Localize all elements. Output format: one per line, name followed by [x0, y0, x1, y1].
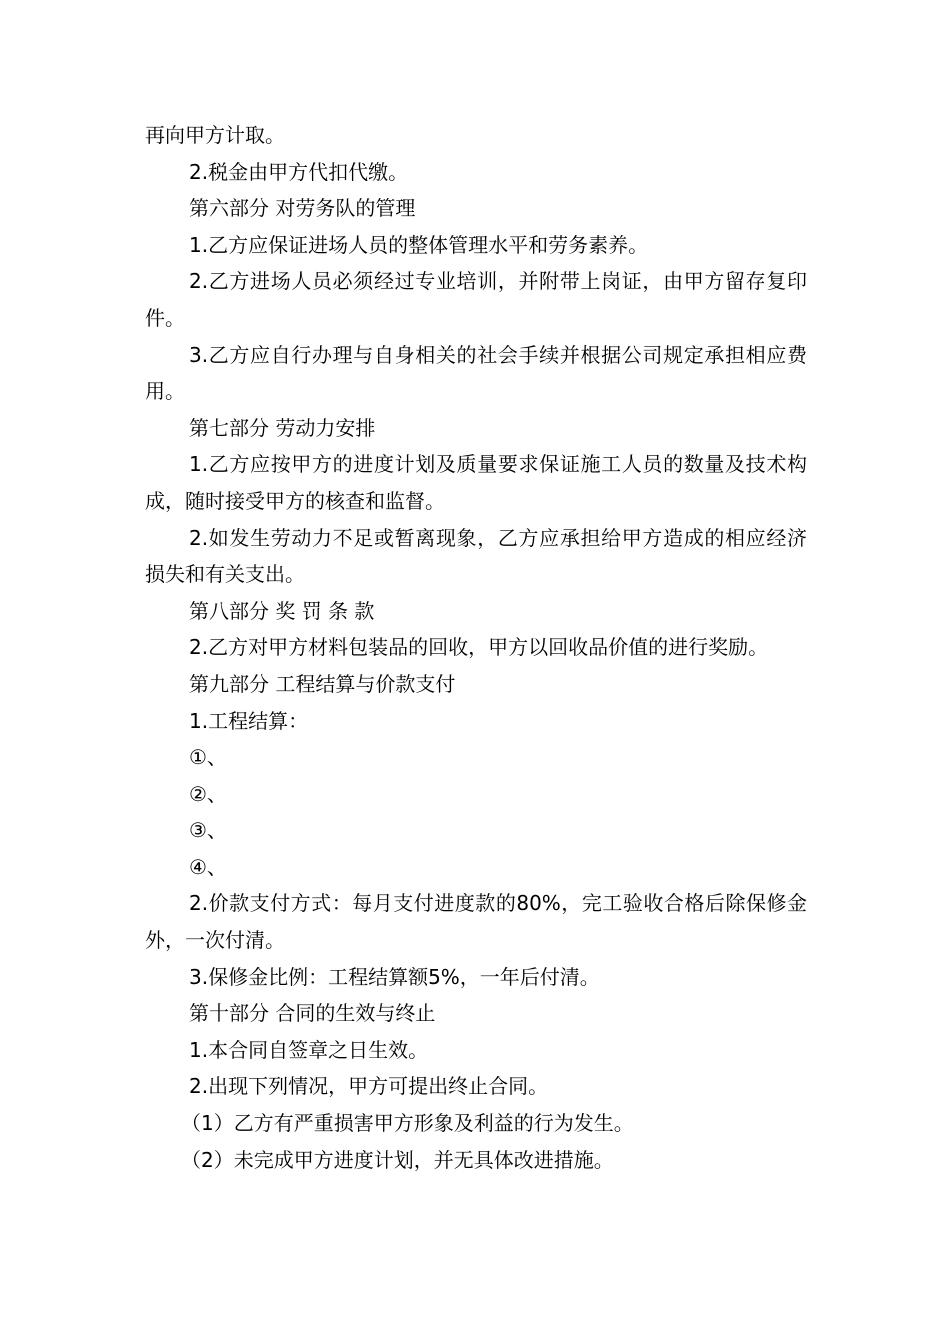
- paragraph-tax: 2.税金由甲方代扣代缴。: [189, 159, 409, 184]
- list-item-circled-2: ②、: [189, 781, 227, 806]
- paragraph-9-1: 1.工程结算：: [189, 708, 309, 733]
- section-heading-10: 第十部分 合同的生效与终止: [189, 1001, 436, 1026]
- paragraph-8-2: 2.乙方对甲方材料包装品的回收，甲方以回收品价值的进行奖励。: [189, 635, 769, 660]
- paragraph-7-2: 2.如发生劳动力不足或暂离现象，乙方应承担给甲方造成的相应经济损失和有关支出。: [145, 525, 807, 587]
- list-item-circled-3: ③、: [189, 818, 227, 843]
- section-heading-8: 第八部分 奖 罚 条 款: [189, 598, 375, 623]
- paragraph-9-2: 2.价款支付方式：每月支付进度款的80%，完工验收合格后除保修金外，一次付清。: [145, 891, 807, 953]
- list-item-circled-1: ①、: [189, 745, 227, 770]
- paragraph-6-2: 2.乙方进场人员必须经过专业培训，并附带上岗证，由甲方留存复印件。: [145, 269, 807, 330]
- paragraph-10-2-item-1: （1）乙方有严重损害甲方形象及利益的行为发生。: [181, 1111, 634, 1136]
- paragraph-6-1: 1.乙方应保证进场人员的整体管理水平和劳务素养。: [189, 232, 649, 257]
- paragraph-continuation: 再向甲方计取。: [145, 123, 285, 147]
- section-heading-7: 第七部分 劳动力安排: [189, 415, 376, 440]
- paragraph-10-1: 1.本合同自签章之日生效。: [189, 1037, 429, 1062]
- list-item-circled-4: ④、: [189, 854, 227, 879]
- section-heading-6: 第六部分 对劳务队的管理: [189, 196, 416, 221]
- paragraph-6-3: 3.乙方应自行办理与自身相关的社会手续并根据公司规定承担相应费用。: [145, 342, 807, 404]
- document-body: [145, 117, 807, 1178]
- paragraph-10-2-item-2: （2）未完成甲方进度计划，并无具体改进措施。: [181, 1147, 614, 1172]
- paragraph-7-1: 1.乙方应按甲方的进度计划及质量要求保证施工人员的数量及技术构成，随时接受甲方的核查和监督。: [145, 452, 807, 513]
- paragraph-9-3: 3.保修金比例：工程结算额5%，一年后付清。: [189, 964, 600, 989]
- paragraph-10-2: 2.出现下列情况，甲方可提出终止合同。: [189, 1074, 549, 1099]
- section-heading-9: 第九部分 工程结算与价款支付: [189, 671, 456, 696]
